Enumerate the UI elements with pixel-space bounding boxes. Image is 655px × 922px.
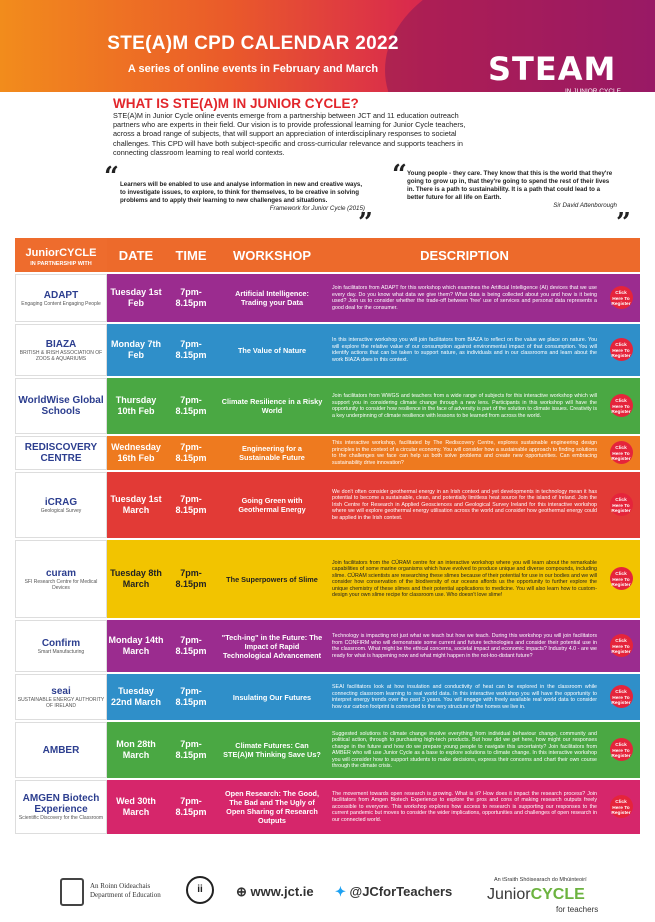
partner-logo-sub: Scientific Discovery for the Classroom <box>18 815 104 821</box>
register-cell <box>602 436 640 470</box>
partner-logo <box>15 780 107 834</box>
register-cell <box>602 378 640 434</box>
event-time: 7pm- 8.15pm <box>165 620 217 672</box>
partner-logo-sub: BRITISH & IRISH ASSOCIATION OF ZOOS & AQUARIUMS <box>19 349 103 362</box>
workshop-title: "Tech-ing" in the Future: The Impact of Rapid Technological Advancement <box>217 620 327 672</box>
col-header-date: DATE <box>107 238 165 272</box>
steam-logo: STEAM <box>488 50 617 88</box>
partner-logo-name: REDISCOVERY CENTRE <box>24 442 98 464</box>
partner-logo <box>15 324 107 376</box>
table-row <box>15 722 640 778</box>
partner-header <box>15 238 107 272</box>
partner-logo-name: AMBER <box>42 744 80 756</box>
partner-logo-sub: SFI Research Centre for Medical Devices <box>24 578 98 591</box>
register-button[interactable]: Click Here To Register <box>610 795 633 818</box>
register-button[interactable]: Click Here To Register <box>610 493 633 516</box>
col-header-description: DESCRIPTION <box>327 238 602 272</box>
event-time: 7pm- 8.15pm <box>165 674 217 720</box>
register-button[interactable]: Click Here To Register <box>610 338 633 361</box>
intro-heading: WHAT IS STE(A)M IN JUNIOR CYCLE? <box>113 96 359 111</box>
workshop-description: We don't often consider geothermal energy in an Irish context and yet developments in technology mean it has potential to become a sustainable, clean, and potentially limitless heat source for the island of Ireland. Join the Irish Centre for Research in Applied Geosciences and Geological Survey Ireland for this interactive workshop where we will explore geothermal energy utilisation across the world and consider how geothermal energy could be applied in the Irish context. <box>327 472 602 538</box>
partner-logo <box>15 472 107 538</box>
page-title: STE(A)M CPD CALENDAR 2022 <box>107 33 399 54</box>
partner-logo-name: AMGEN Biotech Experience <box>22 793 100 815</box>
partner-logo <box>15 540 107 618</box>
table-row <box>15 436 640 470</box>
close-quote-icon: ” <box>358 208 373 238</box>
partner-logo-sub: Smart Manufacturing <box>37 648 85 655</box>
department-name: An Roinn Oideachais Department of Education <box>90 882 161 899</box>
partner-logo <box>15 722 107 778</box>
workshop-description: Technology is impacting not just what we teach but how we teach. During this workshop you will join facilitators from CONFIRM who will demonstrate some current and future technologies and consider their potential use in the classroom. What might be the ethical concerns, societal impact and economic impacts? Industry 4.0 - are we ready for what is happening now and what might happen in the not-too-distant future? <box>327 620 602 672</box>
partner-logo-name: Confirm <box>41 637 81 649</box>
event-date: Mon 28th March <box>107 722 165 778</box>
table-row <box>15 540 640 618</box>
jct-mini-logo: JuniorCYCLE <box>25 246 97 259</box>
partner-logo <box>15 620 107 672</box>
quote-attenborough <box>407 170 617 210</box>
workshop-title: Artificial Intelligence: Trading your Data <box>217 274 327 322</box>
event-time: 7pm- 8.15pm <box>165 472 217 538</box>
workshop-description: The movement towards open research is growing. What is it? How does it impact the research process? Join facilitators from Amgen Biotech Experience to explore the pros and cons of making research outputs freely accessible to everyone. This workshop explores how access to research is supporting our responses to the current pandemic but moves to consider the wider implications, opportunities and challenges of open research in our connected world. <box>327 780 602 834</box>
register-button[interactable]: Click Here To Register <box>610 567 633 590</box>
register-button[interactable]: Click Here To Register <box>610 394 633 417</box>
table-row <box>15 378 640 434</box>
footer <box>0 862 655 922</box>
intro-text: STE(A)M in Junior Cycle online events emerge from a partnership between JCT and 11 education outreach partners who are experts in their field. Our vision is to provide professional learning for Junior Cycle teachers, across a broad range of subjects, that will support an appreciation of interdisciplinary responses to societal challenges. This CPD will have both subject-specific and cross-curricular relevance and supports teachers in connecting classroom learning to real world contexts. <box>113 111 466 157</box>
workshop-title: Climate Futures: Can STE(A)M Thinking Save Us? <box>217 722 327 778</box>
register-button[interactable]: Click Here To Register <box>610 738 633 761</box>
workshop-title: Going Green with Geothermal Energy <box>217 472 327 538</box>
twitter-handle: @JCforTeachers <box>349 884 453 899</box>
partner-logo-sub: SUSTAINABLE ENERGY AUTHORITY OF IRELAND <box>17 696 105 709</box>
twitter-link[interactable] <box>335 884 452 900</box>
table-row <box>15 472 640 538</box>
quote-source: Sir David Attenborough <box>553 202 617 209</box>
table-row <box>15 324 640 376</box>
quote-text: Young people - they care. They know that this is the world that they're going to grow up in, that they're going to spend the rest of their lives in. There is a path to sustainability. It is a path that could lead to a better future for all life on Earth. <box>407 170 613 201</box>
cpd-calendar-table <box>15 236 640 836</box>
col-header-cta <box>602 238 640 272</box>
workshop-title: The Superpowers of Slime <box>217 540 327 618</box>
steam-logo-sub: IN JUNIOR CYCLE <box>565 88 621 92</box>
workshop-description: This interactive workshop, facilitated by The Rediscovery Centre, explores sustainable engineering design principles in the context of a circular economy. You will consider how a sustainable approach to finding solutions to the challenges we face can help us both solve problems and create new opportunities. Can embracing sustainability drive innovation? <box>327 436 602 470</box>
register-button[interactable]: Click Here To Register <box>610 634 633 657</box>
partner-logo-name: ADAPT <box>43 289 79 301</box>
partner-logo <box>15 378 107 434</box>
register-cell <box>602 780 640 834</box>
col-header-time: TIME <box>165 238 217 272</box>
table-header-row <box>15 238 640 272</box>
event-time: 7pm- 8.15pm <box>165 274 217 322</box>
event-date: Tuesday 8th March <box>107 540 165 618</box>
partner-logo <box>15 436 107 470</box>
workshop-title: Engineering for a Sustainable Future <box>217 436 327 470</box>
website-link[interactable] <box>236 884 314 900</box>
register-cell <box>602 674 640 720</box>
register-button[interactable]: Click Here To Register <box>610 441 633 464</box>
harp-icon <box>60 878 84 906</box>
partner-logo-name: seai <box>51 685 71 697</box>
twitter-icon: ✦ <box>335 884 350 899</box>
partner-logo-name: BIAZA <box>45 338 77 350</box>
event-time: 7pm- 8.15pm <box>165 378 217 434</box>
event-date: Wed 30th March <box>107 780 165 834</box>
partner-logo-name: curam <box>45 567 76 579</box>
partner-label: IN PARTNERSHIP WITH <box>30 260 92 267</box>
event-time: 7pm- 8.15pm <box>165 780 217 834</box>
quote-source: Framework for Junior Cycle (2015) <box>269 205 365 212</box>
event-date: Tuesday 22nd March <box>107 674 165 720</box>
workshop-title: Open Research: The Good, The Bad and The Ugly of Open Sharing of Research Outputs <box>217 780 327 834</box>
workshop-description: In this interactive workshop you will join facilitators from BIAZA to reflect on the value we place on nature. You will explore the relative value of our consumption against environmental impact of that consumption. You will identify actions that can be taken to support nature, as individuals and in our classrooms and learn about the work BIAZA does in this context. <box>327 324 602 376</box>
register-button[interactable]: Click Here To Register <box>610 286 633 309</box>
event-time: 7pm- 8.15pm <box>165 722 217 778</box>
workshop-description: SEAI facilitators look at how insulation and conductivity of heat can be explored in the classroom while connecting classroom learning to real world data. In this interactive workshop you will have the opportunity to interpret energy trends over the past 3 years. You will engage with freely available real world data to consider how our carbon footprint is connected to the very structure of the homes we live in. <box>327 674 602 720</box>
quote-text: Learners will be enabled to use and analyse information in new and creative ways, to investigate issues, to explore, to think for themselves, to be creative in solving problems and to apply their learning to new challenges and situations. <box>120 181 363 204</box>
globe-icon: ⊕ <box>236 884 251 899</box>
event-date: Monday 7th Feb <box>107 324 165 376</box>
workshop-title: Climate Resilience in a Risky World <box>217 378 327 434</box>
partner-logo-name: WorldWise Global Schools <box>18 395 104 417</box>
event-date: Monday 14th March <box>107 620 165 672</box>
partner-logo <box>15 674 107 720</box>
open-quote-icon: “ <box>104 162 119 192</box>
event-date: Tuesday 1st Feb <box>107 274 165 322</box>
page-subtitle: A series of online events in February and March <box>127 63 379 75</box>
event-date: Thursday 10th Feb <box>107 378 165 434</box>
partner-logo-name: iCRAG <box>44 496 78 508</box>
table-row <box>15 780 640 834</box>
event-date: Wednesday 16th Feb <box>107 436 165 470</box>
register-button[interactable]: Click Here To Register <box>610 685 633 708</box>
jct-logo <box>487 886 585 904</box>
jct-irish-text: An tSraith Shóisearach do Mhúinteoirí <box>494 877 587 883</box>
event-time: 7pm- 8.15pm <box>165 436 217 470</box>
website-text: www.jct.ie <box>250 884 314 899</box>
partner-logo-sub: Engaging Content Engaging People <box>21 300 101 307</box>
table-row <box>15 620 640 672</box>
col-header-workshop: WORKSHOP <box>217 238 327 272</box>
register-cell <box>602 722 640 778</box>
quote-framework <box>120 181 365 213</box>
register-cell <box>602 540 640 618</box>
jct-icon: ii <box>186 876 214 904</box>
workshop-description: Join facilitators from WWGS and teachers from a wide range of subjects for this interactive workshop which will support you in considering climate change through a new lens. Participants in this workshop will have the opportunity to consider how resilience in the face of adversity is part of the solution to climate issues. Creativity is a key underpinning of climate resilience with lessons to be learned from across the world. <box>327 378 602 434</box>
open-quote-icon: “ <box>392 160 407 190</box>
jct-logo-tail: for teachers <box>556 905 599 914</box>
jct-logo-word: Junior <box>487 886 531 903</box>
register-cell <box>602 620 640 672</box>
table-row <box>15 274 640 322</box>
table-row <box>15 674 640 720</box>
workshop-description: Join facilitators from the CÚRAM centre for an interactive workshop where you will learn about the remarkable capabilities of some marine organisms which have evolved to produce unique and diverse compounds, including slime. CÚRAM scientists are researching these slimes because of their potential for use in our bodies and we will consider how conservation of the biodiversity of our oceans affords us the opportunity to further explore the unique chemistry of these slimes and their potential applications to medicine. You will also learn how to custom-design your own slime recipe for classroom use. Who doesn't love slime! <box>327 540 602 618</box>
workshop-title: The Value of Nature <box>217 324 327 376</box>
register-cell <box>602 274 640 322</box>
register-cell <box>602 472 640 538</box>
event-date: Tuesday 1st March <box>107 472 165 538</box>
workshop-title: Insulating Our Futures <box>217 674 327 720</box>
partner-logo-sub: Geological Survey <box>40 507 82 514</box>
partner-logo <box>15 274 107 322</box>
jct-logo-bold: CYCLE <box>530 886 585 903</box>
event-time: 7pm- 8.15pm <box>165 324 217 376</box>
event-time: 7pm- 8.15pm <box>165 540 217 618</box>
workshop-description: Join facilitators from ADAPT for this workshop which examines the Artificial Intelligence (AI) devices that we use every day. Do you know what data we give them? What data is being collected about you and how is it being used? Join us to consider whether the trade-off between 'free' use of services and personal data represents a good deal for the consumer. <box>327 274 602 322</box>
close-quote-icon: ” <box>616 208 631 238</box>
header-banner <box>0 0 655 92</box>
register-cell <box>602 324 640 376</box>
workshop-description: Suggested solutions to climate change involve everything from individual behaviour change, community and political action, through to purchasing high-tech products. But how did we get here, how might our responses change in the future and how do we prepare young people to navigate this uncertainty? Join facilitators from AMBER who will use Junior Cycle as a base to explore solutions to climate change. In this interactive workshop you will consider how to support students to make decisions, express their concerns and chart their own course through the climate crisis. <box>327 722 602 778</box>
